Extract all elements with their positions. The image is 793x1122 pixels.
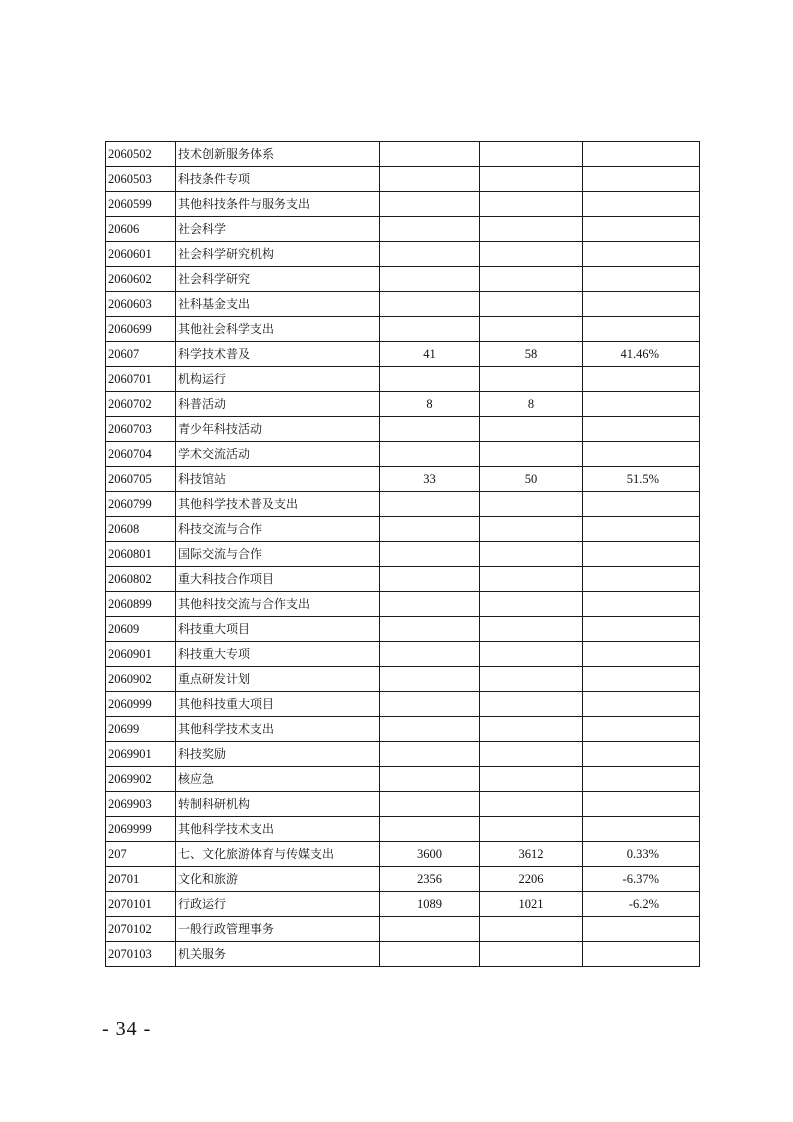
row-value-1 (380, 942, 480, 967)
row-change-pct (583, 717, 700, 742)
row-value-1 (380, 567, 480, 592)
table-row (106, 267, 700, 292)
row-code: 20606 (106, 217, 176, 242)
table-row (106, 417, 700, 442)
table-row (106, 467, 700, 492)
row-change-pct (583, 242, 700, 267)
row-name: 科技重大项目 (176, 617, 380, 642)
row-name: 行政运行 (176, 892, 380, 917)
row-name: 技术创新服务体系 (176, 142, 380, 167)
row-value-2 (480, 317, 583, 342)
row-value-2 (480, 617, 583, 642)
table-row (106, 767, 700, 792)
row-code: 2060999 (106, 692, 176, 717)
row-code: 2060705 (106, 467, 176, 492)
row-value-1 (380, 642, 480, 667)
row-name: 社会科学 (176, 217, 380, 242)
row-name: 科技奖励 (176, 742, 380, 767)
row-name: 一般行政管理事务 (176, 917, 380, 942)
row-value-1 (380, 442, 480, 467)
row-code: 20607 (106, 342, 176, 367)
row-code: 2070103 (106, 942, 176, 967)
row-name: 社会科学研究机构 (176, 242, 380, 267)
row-value-1: 3600 (380, 842, 480, 867)
row-code: 2070101 (106, 892, 176, 917)
row-code: 2060902 (106, 667, 176, 692)
row-change-pct (583, 517, 700, 542)
row-value-2 (480, 142, 583, 167)
row-name: 核应急 (176, 767, 380, 792)
row-value-2 (480, 442, 583, 467)
row-code: 2060699 (106, 317, 176, 342)
row-value-2 (480, 567, 583, 592)
row-code: 2070102 (106, 917, 176, 942)
row-value-2: 1021 (480, 892, 583, 917)
row-name: 其他科技交流与合作支出 (176, 592, 380, 617)
table-row (106, 542, 700, 567)
row-code: 2060703 (106, 417, 176, 442)
row-value-2 (480, 667, 583, 692)
table-row (106, 842, 700, 867)
row-value-2 (480, 742, 583, 767)
row-value-2 (480, 942, 583, 967)
table-row (106, 442, 700, 467)
row-value-1 (380, 767, 480, 792)
row-value-1 (380, 667, 480, 692)
row-value-2 (480, 642, 583, 667)
row-code: 2060702 (106, 392, 176, 417)
table-row (106, 167, 700, 192)
row-value-2 (480, 517, 583, 542)
row-change-pct: -6.37% (583, 867, 700, 892)
row-code: 2069902 (106, 767, 176, 792)
row-value-2 (480, 192, 583, 217)
row-name: 七、文化旅游体育与传媒支出 (176, 842, 380, 867)
row-change-pct (583, 492, 700, 517)
row-change-pct (583, 742, 700, 767)
row-name: 其他科学技术支出 (176, 717, 380, 742)
row-value-1 (380, 692, 480, 717)
budget-table (105, 141, 700, 967)
table-row (106, 492, 700, 517)
row-value-2 (480, 217, 583, 242)
row-value-1 (380, 717, 480, 742)
row-code: 2060899 (106, 592, 176, 617)
row-value-1: 33 (380, 467, 480, 492)
row-change-pct (583, 392, 700, 417)
row-change-pct: 51.5% (583, 467, 700, 492)
table-body (106, 142, 700, 967)
row-value-1 (380, 217, 480, 242)
row-change-pct (583, 917, 700, 942)
row-code: 20608 (106, 517, 176, 542)
row-code: 2060502 (106, 142, 176, 167)
row-name: 社会科学研究 (176, 267, 380, 292)
row-value-2 (480, 242, 583, 267)
table-row (106, 592, 700, 617)
row-value-1 (380, 742, 480, 767)
row-code: 2069903 (106, 792, 176, 817)
table-row (106, 692, 700, 717)
table-row (106, 617, 700, 642)
row-value-2 (480, 817, 583, 842)
row-value-2 (480, 292, 583, 317)
row-value-1: 1089 (380, 892, 480, 917)
row-change-pct (583, 767, 700, 792)
row-name: 科普活动 (176, 392, 380, 417)
table-row (106, 917, 700, 942)
page-number: - 34 - (102, 1018, 152, 1040)
row-code: 2060603 (106, 292, 176, 317)
row-change-pct: -6.2% (583, 892, 700, 917)
row-code: 2060601 (106, 242, 176, 267)
row-code: 20609 (106, 617, 176, 642)
row-code: 2060599 (106, 192, 176, 217)
row-change-pct: 41.46% (583, 342, 700, 367)
table-row (106, 292, 700, 317)
table-row (106, 192, 700, 217)
row-value-1 (380, 492, 480, 517)
table-row (106, 217, 700, 242)
row-value-2 (480, 717, 583, 742)
row-change-pct (583, 317, 700, 342)
row-name: 其他科技重大项目 (176, 692, 380, 717)
row-change-pct (583, 667, 700, 692)
table-row (106, 142, 700, 167)
row-change-pct (583, 417, 700, 442)
row-code: 2060704 (106, 442, 176, 467)
row-value-1 (380, 292, 480, 317)
row-value-2 (480, 267, 583, 292)
row-code: 2060901 (106, 642, 176, 667)
row-value-1: 8 (380, 392, 480, 417)
row-name: 机关服务 (176, 942, 380, 967)
row-name: 重大科技合作项目 (176, 567, 380, 592)
table-row (106, 892, 700, 917)
table-row (106, 742, 700, 767)
row-value-2: 2206 (480, 867, 583, 892)
row-name: 科技重大专项 (176, 642, 380, 667)
row-value-2 (480, 792, 583, 817)
row-value-1: 41 (380, 342, 480, 367)
row-change-pct (583, 142, 700, 167)
row-value-2 (480, 492, 583, 517)
table-row (106, 942, 700, 967)
row-change-pct (583, 617, 700, 642)
row-value-2 (480, 592, 583, 617)
row-value-1 (380, 242, 480, 267)
row-change-pct (583, 167, 700, 192)
row-name: 科技馆站 (176, 467, 380, 492)
row-change-pct (583, 642, 700, 667)
table-row (106, 342, 700, 367)
row-value-1 (380, 267, 480, 292)
table-row (106, 717, 700, 742)
row-value-1 (380, 517, 480, 542)
row-code: 2069999 (106, 817, 176, 842)
row-value-2 (480, 417, 583, 442)
row-code: 2060801 (106, 542, 176, 567)
row-code: 207 (106, 842, 176, 867)
row-value-2 (480, 367, 583, 392)
row-value-2: 58 (480, 342, 583, 367)
row-value-1 (380, 367, 480, 392)
row-value-2 (480, 692, 583, 717)
row-code: 2060799 (106, 492, 176, 517)
row-change-pct (583, 592, 700, 617)
row-name: 青少年科技活动 (176, 417, 380, 442)
row-value-1 (380, 167, 480, 192)
row-value-1 (380, 817, 480, 842)
row-change-pct (583, 817, 700, 842)
row-name: 其他科技条件与服务支出 (176, 192, 380, 217)
table-row (106, 642, 700, 667)
row-value-2: 3612 (480, 842, 583, 867)
table-row (106, 242, 700, 267)
row-value-1 (380, 617, 480, 642)
row-code: 2060602 (106, 267, 176, 292)
row-code: 2069901 (106, 742, 176, 767)
row-value-1: 2356 (380, 867, 480, 892)
row-change-pct: 0.33% (583, 842, 700, 867)
row-change-pct (583, 292, 700, 317)
row-name: 转制科研机构 (176, 792, 380, 817)
row-value-2 (480, 917, 583, 942)
row-name: 其他科学技术普及支出 (176, 492, 380, 517)
row-name: 机构运行 (176, 367, 380, 392)
table-row (106, 367, 700, 392)
row-value-1 (380, 592, 480, 617)
row-change-pct (583, 542, 700, 567)
row-change-pct (583, 367, 700, 392)
row-name: 科技条件专项 (176, 167, 380, 192)
row-name: 科技交流与合作 (176, 517, 380, 542)
row-value-1 (380, 542, 480, 567)
row-name: 重点研发计划 (176, 667, 380, 692)
row-change-pct (583, 192, 700, 217)
table-row (106, 817, 700, 842)
row-code: 20699 (106, 717, 176, 742)
table-row (106, 517, 700, 542)
row-change-pct (583, 567, 700, 592)
row-name: 社科基金支出 (176, 292, 380, 317)
table-row (106, 567, 700, 592)
row-value-2: 50 (480, 467, 583, 492)
row-code: 2060701 (106, 367, 176, 392)
row-name: 文化和旅游 (176, 867, 380, 892)
row-value-1 (380, 192, 480, 217)
table-row (106, 317, 700, 342)
row-name: 其他科学技术支出 (176, 817, 380, 842)
table-row (106, 792, 700, 817)
row-value-2 (480, 542, 583, 567)
row-name: 其他社会科学支出 (176, 317, 380, 342)
row-change-pct (583, 692, 700, 717)
row-change-pct (583, 217, 700, 242)
row-code: 2060503 (106, 167, 176, 192)
row-name: 学术交流活动 (176, 442, 380, 467)
table-row (106, 667, 700, 692)
table-row (106, 867, 700, 892)
row-value-2 (480, 767, 583, 792)
row-code: 2060802 (106, 567, 176, 592)
row-value-1 (380, 917, 480, 942)
row-change-pct (583, 267, 700, 292)
row-value-1 (380, 792, 480, 817)
row-code: 20701 (106, 867, 176, 892)
row-name: 国际交流与合作 (176, 542, 380, 567)
row-value-1 (380, 317, 480, 342)
row-value-2 (480, 167, 583, 192)
table-row (106, 392, 700, 417)
row-change-pct (583, 442, 700, 467)
row-value-1 (380, 417, 480, 442)
row-value-1 (380, 142, 480, 167)
row-name: 科学技术普及 (176, 342, 380, 367)
row-change-pct (583, 942, 700, 967)
row-value-2: 8 (480, 392, 583, 417)
row-change-pct (583, 792, 700, 817)
